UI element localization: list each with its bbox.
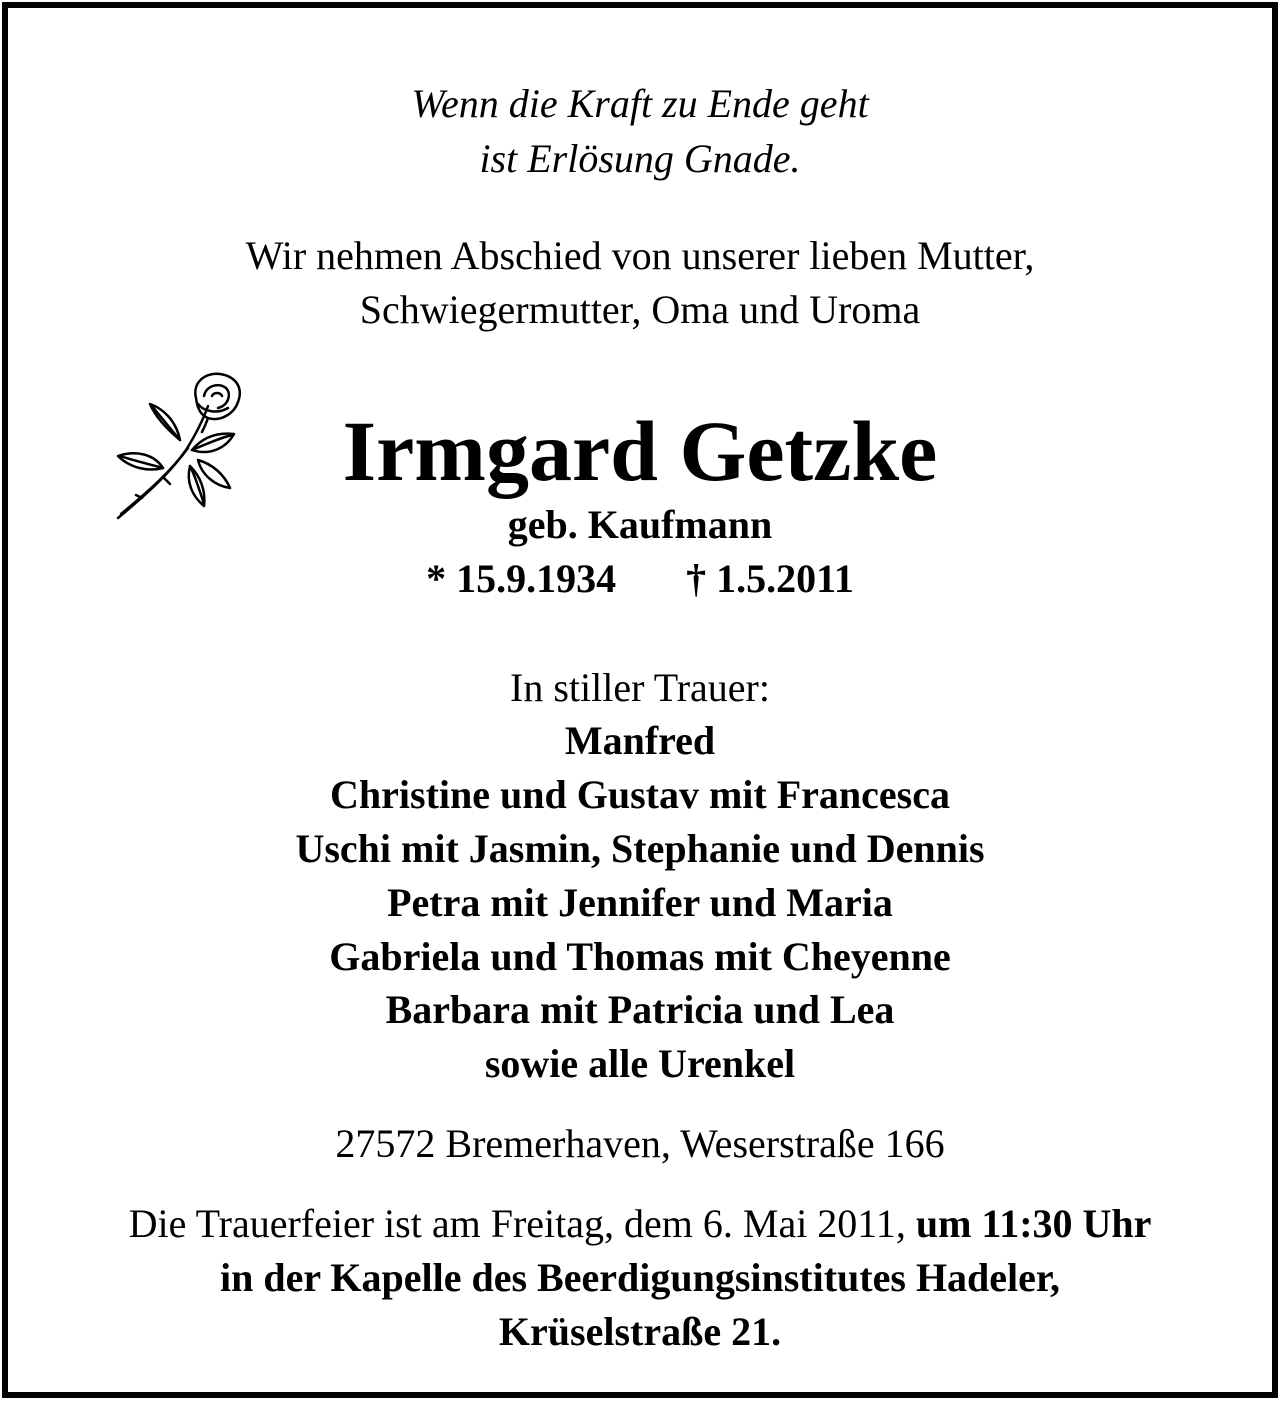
intro-line-2: Schwiegermutter, Oma und Uroma (359, 287, 921, 332)
mourner-line: Uschi mit Jasmin, Stephanie und Dennis (295, 826, 985, 871)
funeral-time: um 11:30 Uhr (915, 1201, 1152, 1246)
birth-date: * 15.9.1934 (426, 556, 617, 601)
motto-line-2: ist Erlösung Gnade. (479, 136, 801, 181)
funeral-line-3: Krüselstraße 21. (498, 1309, 782, 1354)
maiden-name: geb. Kaufmann (507, 502, 773, 547)
address: 27572 Bremerhaven, Weserstraße 166 (335, 1121, 945, 1166)
death-date: † 1.5.2011 (686, 556, 854, 601)
deceased-name: Irmgard Getzke (342, 403, 938, 499)
funeral-line-1 (0, 1201, 1280, 1246)
mourner-line: Barbara mit Patricia und Lea (385, 987, 895, 1032)
life-dates (0, 556, 1280, 601)
mourner-line: Petra mit Jennifer und Maria (387, 880, 893, 925)
funeral-date-text: Die Trauerfeier ist am Freitag, dem 6. Mai 2011, (128, 1201, 916, 1246)
mourner-line: sowie alle Urenkel (484, 1041, 796, 1086)
mourner-line: Manfred (564, 718, 716, 763)
intro-line-1: Wir nehmen Abschied von unserer lieben Mutter, (245, 233, 1035, 278)
motto-line-1: Wenn die Kraft zu Ende geht (411, 81, 869, 126)
mourners-heading: In stiller Trauer: (510, 665, 770, 710)
mourner-line: Gabriela und Thomas mit Cheyenne (329, 934, 951, 979)
funeral-line-2: in der Kapelle des Beerdigungsinstitutes Hadeler, (219, 1255, 1061, 1300)
mourner-line: Christine und Gustav mit Francesca (330, 772, 950, 817)
